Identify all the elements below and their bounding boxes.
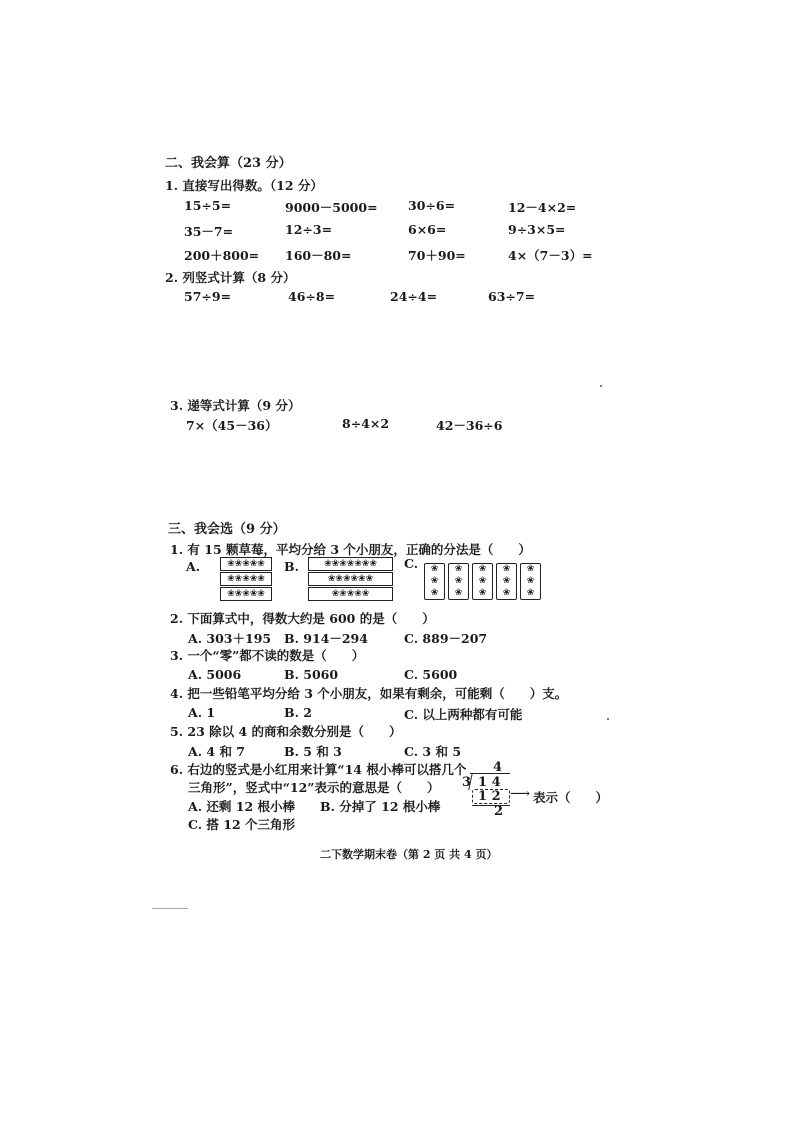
question-6-line2: 三角形”，竖式中“12”表示的意思是（ ）: [188, 780, 440, 795]
option-b-label: B.: [284, 559, 299, 574]
subtraction-line: [472, 805, 510, 806]
berry-group-box: [220, 572, 272, 586]
calc-item: 57÷9=: [184, 289, 232, 304]
question-2-text: 2. 下面算式中，得数大约是 600 的是（ ）: [170, 611, 435, 626]
section2-q2-title: 2. 列竖式计算（8 分）: [165, 270, 296, 285]
division-quotient: 4: [493, 760, 503, 775]
calc-item: 15÷5=: [184, 198, 232, 213]
calc-item: 42－36÷6: [436, 418, 503, 433]
scan-speck: [607, 718, 609, 720]
calc-item: 8÷4×2: [342, 416, 390, 431]
option-a: A. 5006: [188, 667, 242, 682]
strawberry-icon: ❀: [430, 564, 439, 575]
strawberry-icon: ❀: [430, 587, 439, 598]
berry-group-box: [220, 587, 272, 601]
strawberry-icon: ❀❀❀❀❀: [227, 588, 265, 599]
division-dividend: 1 4: [478, 775, 501, 790]
calc-item: 160－80=: [285, 248, 352, 263]
berry-group-box: [520, 563, 541, 600]
strawberry-icon: ❀: [454, 575, 463, 586]
berry-group-box: [472, 563, 493, 600]
scan-speck: [600, 385, 602, 387]
division-product: 1 2: [478, 789, 501, 804]
calc-item: 30÷6=: [408, 198, 456, 213]
option-a: A. 4 和 7: [188, 744, 246, 759]
strawberry-icon: ❀: [526, 575, 535, 586]
strawberry-icon: ❀: [454, 587, 463, 598]
option-c: C. 3 和 5: [404, 744, 462, 759]
strawberry-icon: ❀: [478, 587, 487, 598]
strawberry-icon: ❀: [502, 564, 511, 575]
calc-item: 24÷4=: [390, 289, 438, 304]
berry-group-box: [220, 557, 272, 571]
strawberry-icon: ❀: [502, 587, 511, 598]
strawberry-icon: ❀❀❀❀❀❀❀: [324, 558, 377, 569]
option-b: B. 分掉了 12 根小棒: [320, 799, 441, 814]
strawberry-icon: ❀: [478, 564, 487, 575]
division-divisor: 3: [462, 775, 472, 790]
berry-group-box: [308, 557, 393, 571]
strawberry-icon: ❀❀❀❀❀: [227, 558, 265, 569]
strawberry-icon: ❀: [526, 587, 535, 598]
division-pointer-label: 表示（ ）: [533, 790, 609, 805]
calc-item: 35－7=: [184, 224, 234, 239]
option-c-label: C.: [404, 556, 419, 571]
question-4-text: 4. 把一些铅笔平均分给 3 个小朋友，如果有剩余，可能剩（ ）支。: [170, 686, 568, 701]
berry-group-box: [448, 563, 469, 600]
berry-group-box: [308, 587, 393, 601]
page-footer: 二下数学期末卷（第 2 页 共 4 页）: [320, 848, 498, 861]
calc-item: 12－4×2=: [508, 200, 577, 215]
calc-item: 6×6=: [408, 222, 447, 237]
option-b: B. 5 和 3: [284, 744, 342, 759]
calc-item: 70＋90=: [408, 248, 466, 263]
calc-item: 12÷3=: [285, 222, 333, 237]
calc-item: 7×（45－36）: [186, 418, 278, 433]
berry-group-box: [424, 563, 445, 600]
strawberry-icon: ❀❀❀❀❀: [331, 588, 370, 599]
question-3-text: 3. 一个“零”都不读的数是（ ）: [170, 648, 365, 663]
section3-title: 三、我会选（9 分）: [168, 522, 286, 537]
division-bar: [470, 773, 510, 774]
calc-item: 9000－5000=: [285, 200, 378, 215]
arrow-right-icon: ⟶: [510, 786, 531, 802]
option-c: C. 以上两种都有可能: [404, 707, 523, 722]
option-c: C. 搭 12 个三角形: [188, 817, 296, 832]
option-b: B. 914－294: [284, 631, 368, 646]
question-5-text: 5. 23 除以 4 的商和余数分别是（ ）: [170, 724, 402, 739]
option-b: B. 5060: [284, 667, 339, 682]
calc-item: 200＋800=: [184, 248, 260, 263]
berry-group-box: [308, 572, 393, 586]
strawberry-icon: ❀: [478, 575, 487, 586]
option-c: C. 5600: [404, 667, 458, 682]
option-a: A. 303＋195: [188, 631, 272, 646]
question-1-text: 1. 有 15 颗草莓，平均分给 3 个小朋友，正确的分法是（ ）: [170, 542, 531, 557]
calc-item: 46÷8=: [288, 289, 336, 304]
option-a-label: A.: [186, 559, 201, 574]
calc-item: 9÷3×5=: [508, 222, 566, 237]
option-b: B. 2: [284, 705, 312, 720]
section2-q3-title: 3. 递等式计算（9 分）: [170, 398, 301, 413]
strawberry-icon: ❀: [430, 575, 439, 586]
strawberry-icon: ❀: [502, 575, 511, 586]
calc-item: 4×（7－3）=: [508, 248, 593, 263]
berry-group-box: [496, 563, 517, 600]
section2-title: 二、我会算（23 分）: [165, 156, 292, 171]
option-a: A. 还剩 12 根小棒: [188, 799, 296, 814]
option-a: A. 1: [188, 705, 216, 720]
option-c: C. 889－207: [404, 631, 488, 646]
section2-q1-title: 1. 直接写出得数。（12 分）: [165, 178, 323, 193]
strawberry-icon: ❀: [454, 564, 463, 575]
strawberry-icon: ❀❀❀❀❀: [227, 573, 265, 584]
scan-speck: [152, 908, 188, 909]
calc-item: 63÷7=: [488, 289, 536, 304]
division-remainder: 2: [494, 804, 504, 819]
strawberry-icon: ❀❀❀❀❀❀: [327, 573, 374, 584]
strawberry-icon: ❀: [526, 564, 535, 575]
question-6-line1: 6. 右边的竖式是小红用来计算“14 根小棒可以搭几个: [170, 762, 467, 777]
